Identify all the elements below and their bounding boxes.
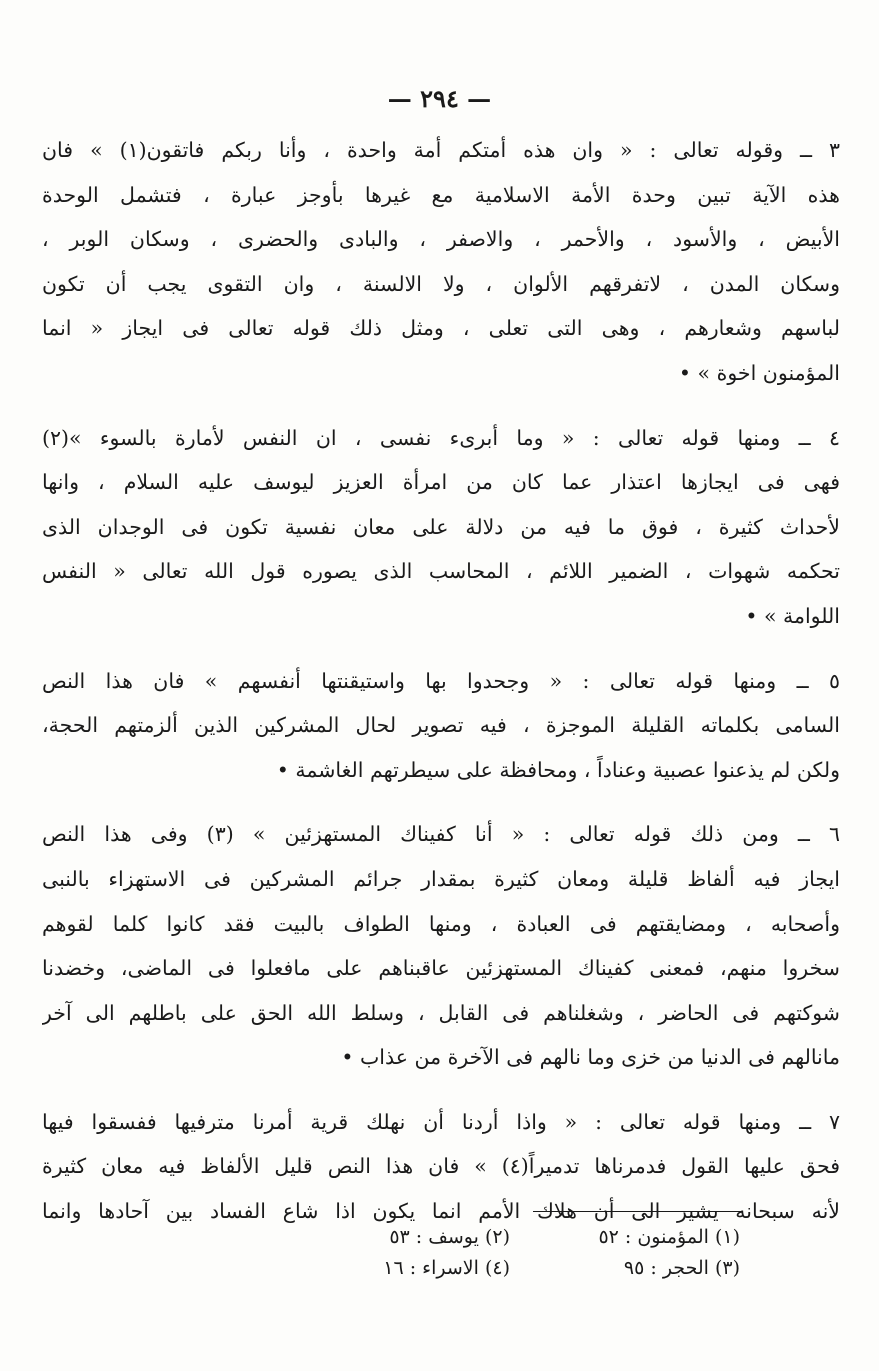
paragraph-4: [42, 416, 840, 639]
text-line: اللوامة » •: [745, 603, 840, 628]
paragraph-5: [42, 659, 840, 793]
text-line: مانالهم فى الدنيا من خزى وما نالهم فى الآخرة من عذاب •: [341, 1045, 840, 1070]
text-line: الأبيض ، والأسود ، والأحمر ، والاصفر ، والبادى والحضرى ، وسكان الوبر ،: [42, 227, 840, 252]
footnote-divider: [533, 1211, 743, 1212]
page-number: — ٢٩٤ —: [387, 84, 492, 113]
footnote-2: (٢) يوسف : ٥٣: [389, 1226, 510, 1248]
text-line: وسكان المدن ، لاتفرقهم الألوان ، ولا الالسنة ، وان التقوى يجب أن تكون: [42, 271, 840, 296]
text-line: ٧ ــ ومنها قوله تعالى : « واذا أردنا أن نهلك قرية أمرنا مترفيها ففسقوا فيها: [42, 1109, 840, 1134]
text-line: وأصحابه ، ومضايقتهم فى العبادة ، ومنها الطواف بالبيت فقد كانوا كلما لقوهم: [42, 911, 840, 936]
paragraph-3: [42, 128, 840, 396]
paragraph-7: [42, 1100, 840, 1234]
text-line: هذه الآية تبين وحدة الأمة الاسلامية مع غيرها بأوجز عبارة ، فتشمل الوحدة: [42, 182, 840, 207]
text-line: ايجاز فيه ألفاظ قليلة ومعان كثيرة بمقدار جرائم المشركين فى الاستهزاء بالنبى: [42, 866, 840, 891]
text-line: ٥ ــ ومنها قوله تعالى : « وجحدوا بها واستيقنتها أنفسهم » فان هذا النص: [42, 668, 840, 693]
text-line: المؤمنون اخوة » •: [678, 360, 840, 385]
text-line: ٣ ــ وقوله تعالى : « وان هذه أمتكم أمة واحدة ، وأنا ربكم فاتقون(١) » فان: [42, 138, 840, 162]
text-line: لباسهم وشعارهم ، وهى التى تعلى ، ومثل ذلك قوله تعالى فى ايجاز « انما: [42, 316, 840, 341]
footnotes: [280, 1222, 740, 1284]
footnote-1: (١) المؤمنون : ٥٢: [598, 1226, 740, 1248]
text-line: لأنه سبحانه يشير الى أن هلاك الأمم انما يكون اذا شاع الفساد بين آحادها وانما: [42, 1199, 840, 1224]
footnote-row: [280, 1253, 740, 1284]
body-text: [42, 128, 840, 1254]
footnote-row: [280, 1222, 740, 1253]
text-line: ٦ ــ ومن ذلك قوله تعالى : « أنا كفيناك المستهزئين » (٣) وفى هذا النص: [42, 822, 840, 847]
text-line: ٤ ــ ومنها قوله تعالى : « وما أبرىء نفسى ، ان النفس لأمارة بالسوء »(٢): [42, 425, 840, 450]
text-line: تحكمه شهوات ، الضمير اللائم ، المحاسب الذى يصوره قول الله تعالى « النفس: [42, 559, 840, 584]
footnote-4: (٤) الاسراء : ١٦: [383, 1257, 510, 1279]
footnote-3: (٣) الحجر : ٩٥: [623, 1257, 740, 1279]
text-line: ولكن لم يذعنوا عصبية وعناداً ، ومحافظة على سيطرتهم الغاشمة •: [276, 757, 840, 782]
text-line: فهى فى ايجازها اعتذار عما كان من امرأة العزيز ليوسف عليه السلام ، وانها: [42, 470, 840, 495]
text-line: لأحداث كثيرة ، فوق ما فيه من دلالة على معان نفسية تكون فى الوجدان الذى: [42, 514, 840, 539]
text-line: فحق عليها القول فدمرناها تدميراً(٤) » فان هذا النص قليل الألفاظ فيه معان كثيرة: [42, 1154, 840, 1179]
text-line: سخروا منهم، فمعنى كفيناك المستهزئين عاقبناهم على مافعلوا فى الماضى، وخضدنا: [42, 956, 840, 981]
paragraph-6: [42, 812, 840, 1080]
text-line: السامى بكلماته القليلة الموجزة ، فيه تصوير لحال المشركين الذين ألزمتهم الحجة،: [42, 713, 840, 738]
text-line: شوكتهم فى الحاضر ، وشغلناهم فى القابل ، وسلط الله الحق على باطلهم الى آخر: [42, 1000, 840, 1025]
